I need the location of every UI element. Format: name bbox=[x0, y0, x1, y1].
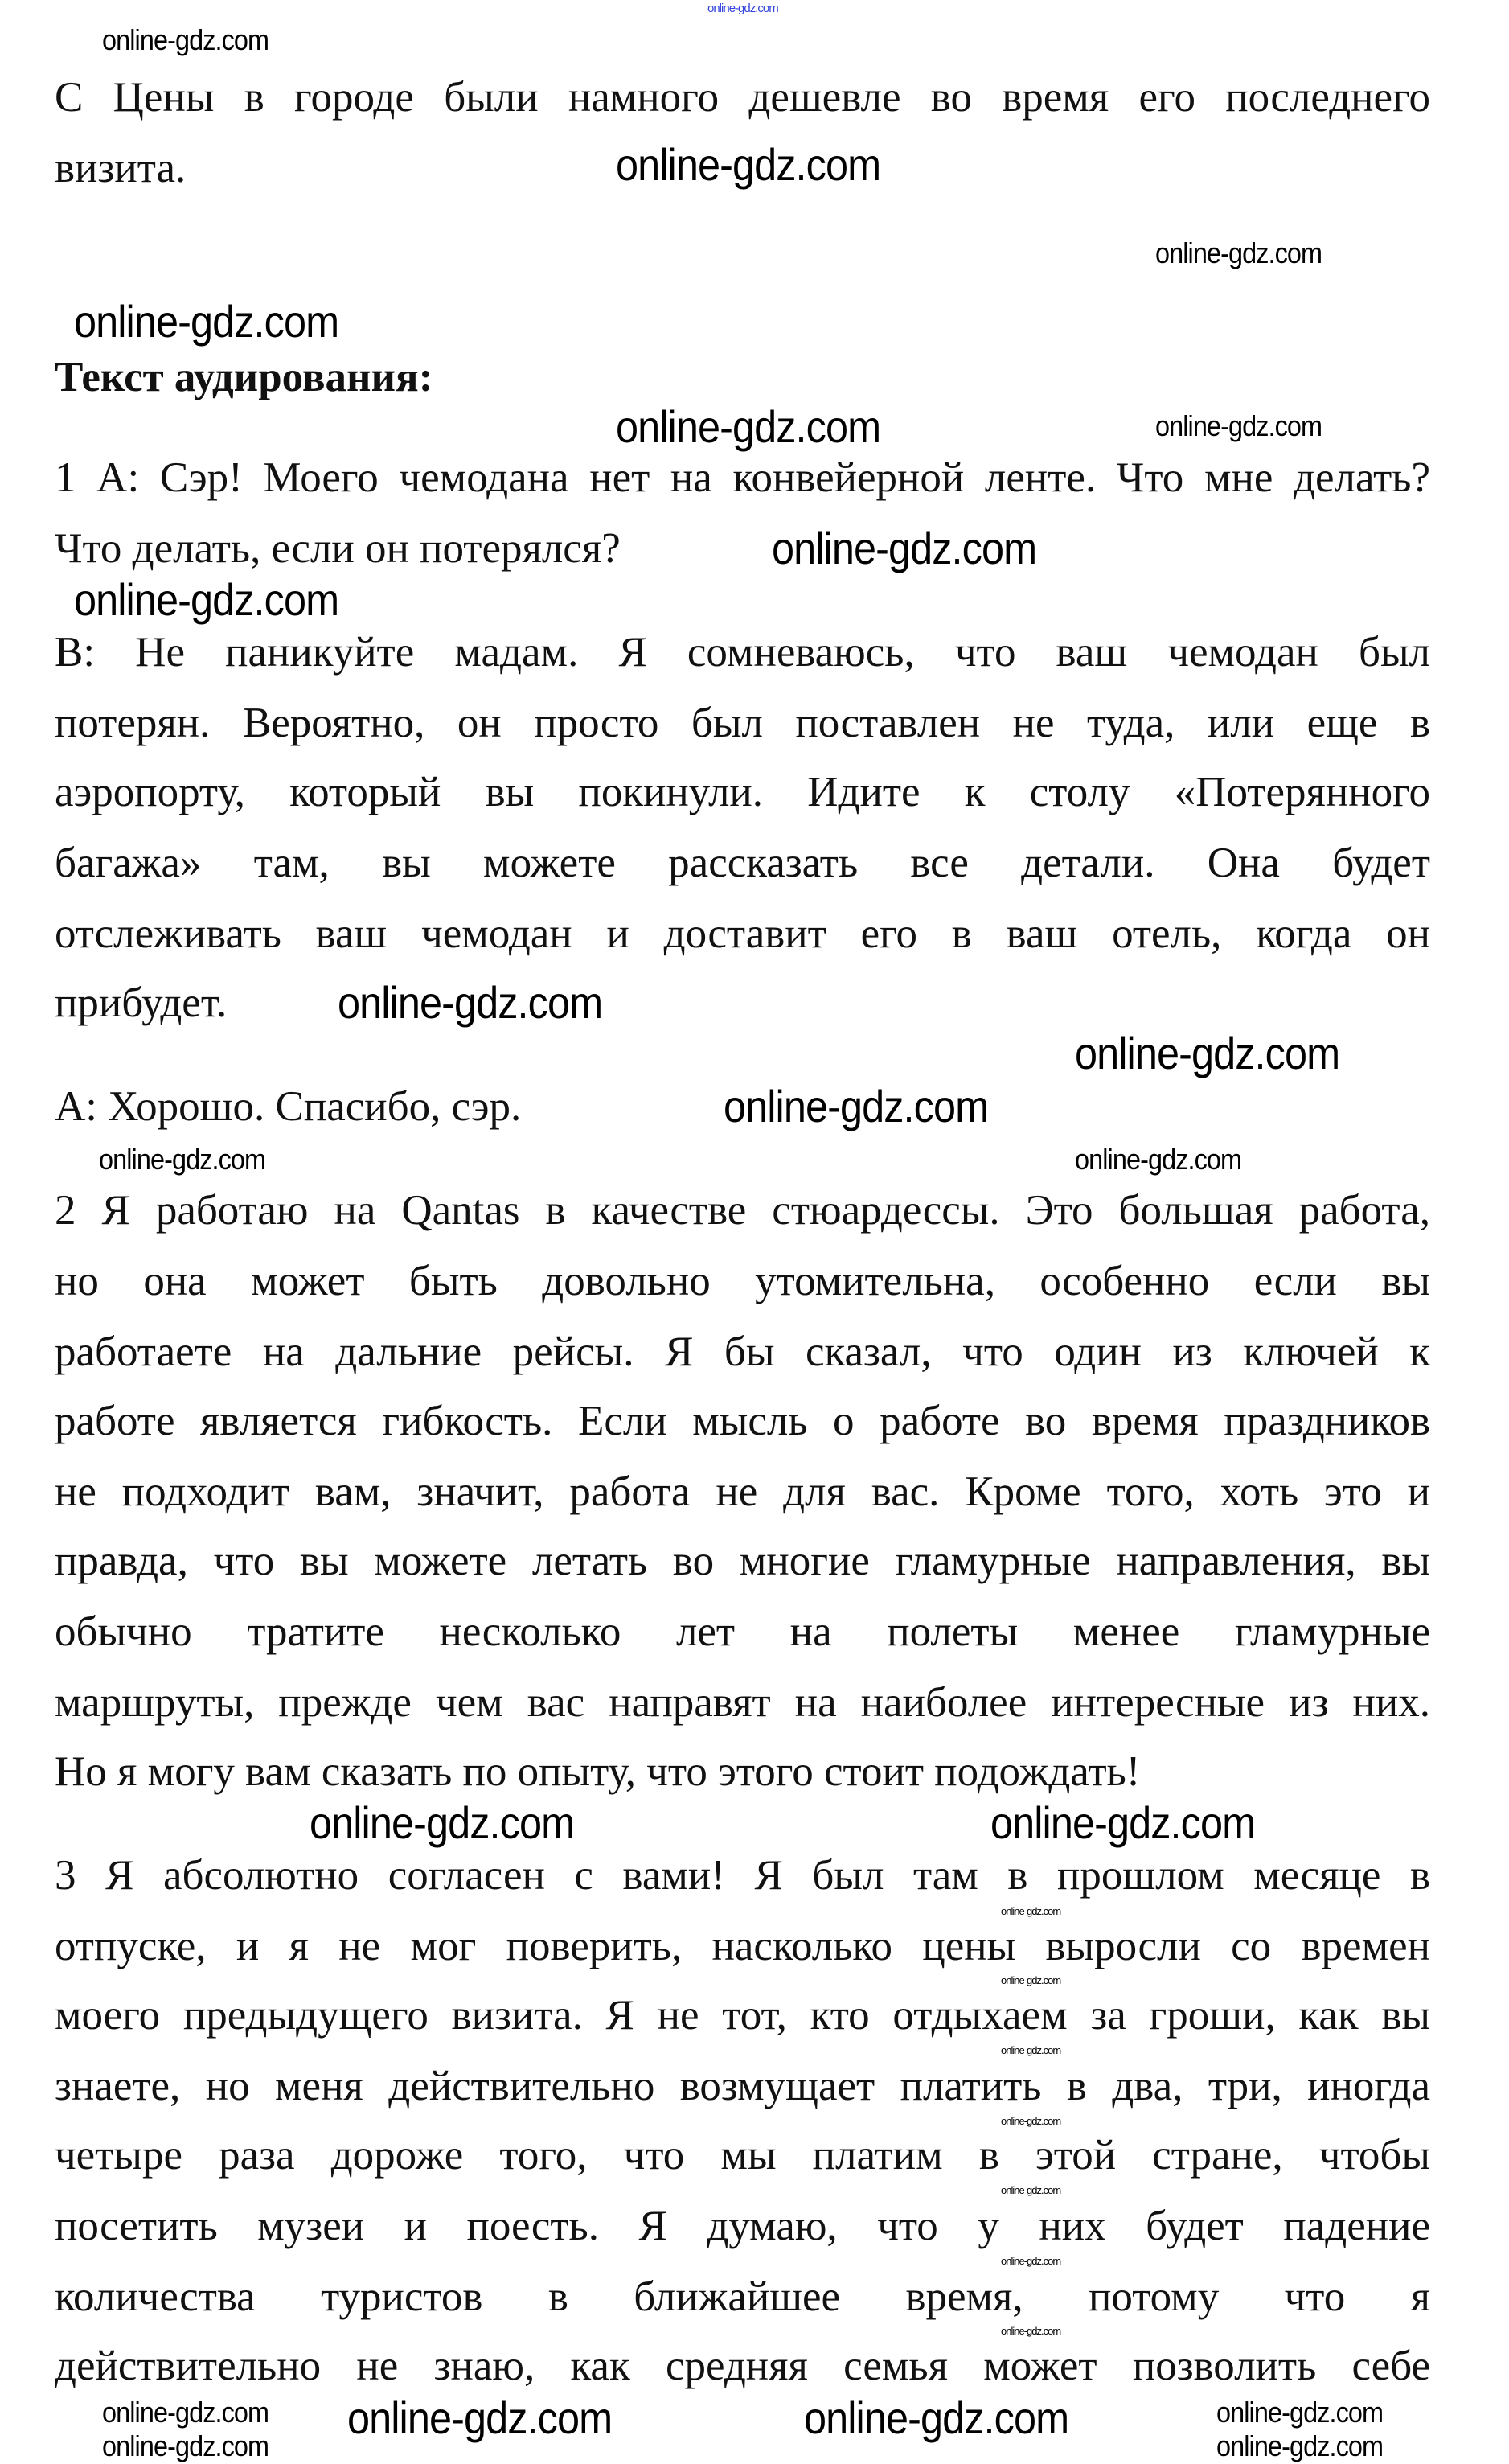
watermark: online-gdz.com bbox=[338, 977, 603, 1028]
text-line: четыре раза дороже того, что мы платим в этой стране, чтобы bbox=[55, 2132, 1430, 2179]
watermark: online-gdz.com bbox=[616, 401, 881, 452]
text-line: А: Хорошо. Спасибо, сэр. bbox=[55, 1083, 522, 1130]
watermark: online-gdz.com bbox=[102, 23, 269, 56]
watermark: online-gdz.com bbox=[772, 523, 1037, 573]
watermark: online-gdz.com bbox=[707, 2, 778, 15]
text-line: Что делать, если он потерялся? bbox=[55, 525, 621, 572]
watermark: online-gdz.com bbox=[1216, 2429, 1384, 2462]
text-line: 1 А: Сэр! Моего чемодана нет на конвейерной ленте. Что мне делать? bbox=[55, 454, 1430, 501]
watermark: online-gdz.com bbox=[74, 296, 339, 347]
text-line: обычно тратите несколько лет на полеты менее гламурные bbox=[55, 1608, 1430, 1655]
text-line: знаете, но меня действительно возмущает платить в два, три, иногда bbox=[55, 2063, 1430, 2109]
watermark: online-gdz.com bbox=[1216, 2396, 1384, 2429]
watermark: online-gdz.com bbox=[1075, 1143, 1242, 1176]
text-line: С Цены в городе были намного дешевле во время его последнего bbox=[55, 74, 1430, 121]
watermark: online-gdz.com bbox=[1001, 2184, 1061, 2196]
text-line: маршруты, прежде чем вас направят на наиболее интересные из них. bbox=[55, 1679, 1430, 1726]
text-line: действительно не знаю, как средняя семья может позволить себе bbox=[55, 2343, 1430, 2389]
watermark: online-gdz.com bbox=[1001, 1974, 1061, 1986]
watermark: online-gdz.com bbox=[724, 1081, 989, 1131]
watermark: online-gdz.com bbox=[310, 1797, 575, 1848]
text-line: отпуске, и я не мог поверить, насколько цены выросли со времен bbox=[55, 1923, 1430, 1969]
text-line: потерян. Вероятно, он просто был поставлен не туда, или еще в bbox=[55, 700, 1430, 746]
text-line: отслеживать ваш чемодан и доставит его в ваш отель, когда он bbox=[55, 910, 1430, 957]
text-line: аэропорту, который вы покинули. Идите к столу «Потерянного bbox=[55, 769, 1430, 815]
watermark: online-gdz.com bbox=[1155, 236, 1322, 269]
text-line: Но я могу вам сказать по опыту, что этого стоит подождать! bbox=[55, 1748, 1141, 1795]
text-line: не подходит вам, значит, работа не для вас. Кроме того, хоть это и bbox=[55, 1468, 1430, 1515]
text-line: визита. bbox=[55, 145, 187, 191]
text-line: работе является гибкость. Если мысль о работе во время праздников bbox=[55, 1398, 1430, 1444]
text-line: В: Не паникуйте мадам. Я сомневаюсь, что ваш чемодан был bbox=[55, 629, 1430, 676]
watermark: online-gdz.com bbox=[1001, 2325, 1061, 2337]
text-line: работаете на дальние рейсы. Я бы сказал, что один из ключей к bbox=[55, 1329, 1430, 1375]
watermark: online-gdz.com bbox=[1001, 1905, 1061, 1917]
text-line: количества туристов в ближайшее время, потому что я bbox=[55, 2273, 1430, 2320]
watermark: online-gdz.com bbox=[102, 2429, 269, 2462]
watermark: online-gdz.com bbox=[616, 139, 881, 190]
text-line: посетить музеи и поесть. Я думаю, что у них будет падение bbox=[55, 2203, 1430, 2249]
text-line: правда, что вы можете летать во многие гламурные направления, вы bbox=[55, 1538, 1430, 1584]
watermark: online-gdz.com bbox=[1001, 2255, 1061, 2267]
text-line: моего предыдущего визита. Я не тот, кто отдыхаем за гроши, как вы bbox=[55, 1992, 1430, 2039]
watermark: online-gdz.com bbox=[1001, 2115, 1061, 2127]
watermark: online-gdz.com bbox=[99, 1143, 266, 1176]
text-line: но она может быть довольно утомительна, особенно если вы bbox=[55, 1258, 1430, 1304]
section-heading: Текст аудирования: bbox=[55, 354, 433, 400]
watermark: online-gdz.com bbox=[804, 2392, 1069, 2443]
text-line: 2 Я работаю на Qantas в качестве стюардессы. Это большая работа, bbox=[55, 1187, 1430, 1234]
text-line: 3 Я абсолютно согласен с вами! Я был там в прошлом месяце в bbox=[55, 1852, 1430, 1899]
watermark: online-gdz.com bbox=[74, 574, 339, 625]
text-line: багажа» там, вы можете рассказать все детали. Она будет bbox=[55, 840, 1430, 886]
watermark: online-gdz.com bbox=[102, 2396, 269, 2429]
watermark: online-gdz.com bbox=[1075, 1028, 1340, 1078]
watermark: online-gdz.com bbox=[1155, 409, 1322, 442]
text-line: прибудет. bbox=[55, 979, 228, 1026]
watermark: online-gdz.com bbox=[990, 1797, 1256, 1848]
watermark: online-gdz.com bbox=[1001, 2044, 1061, 2056]
watermark: online-gdz.com bbox=[347, 2392, 613, 2443]
